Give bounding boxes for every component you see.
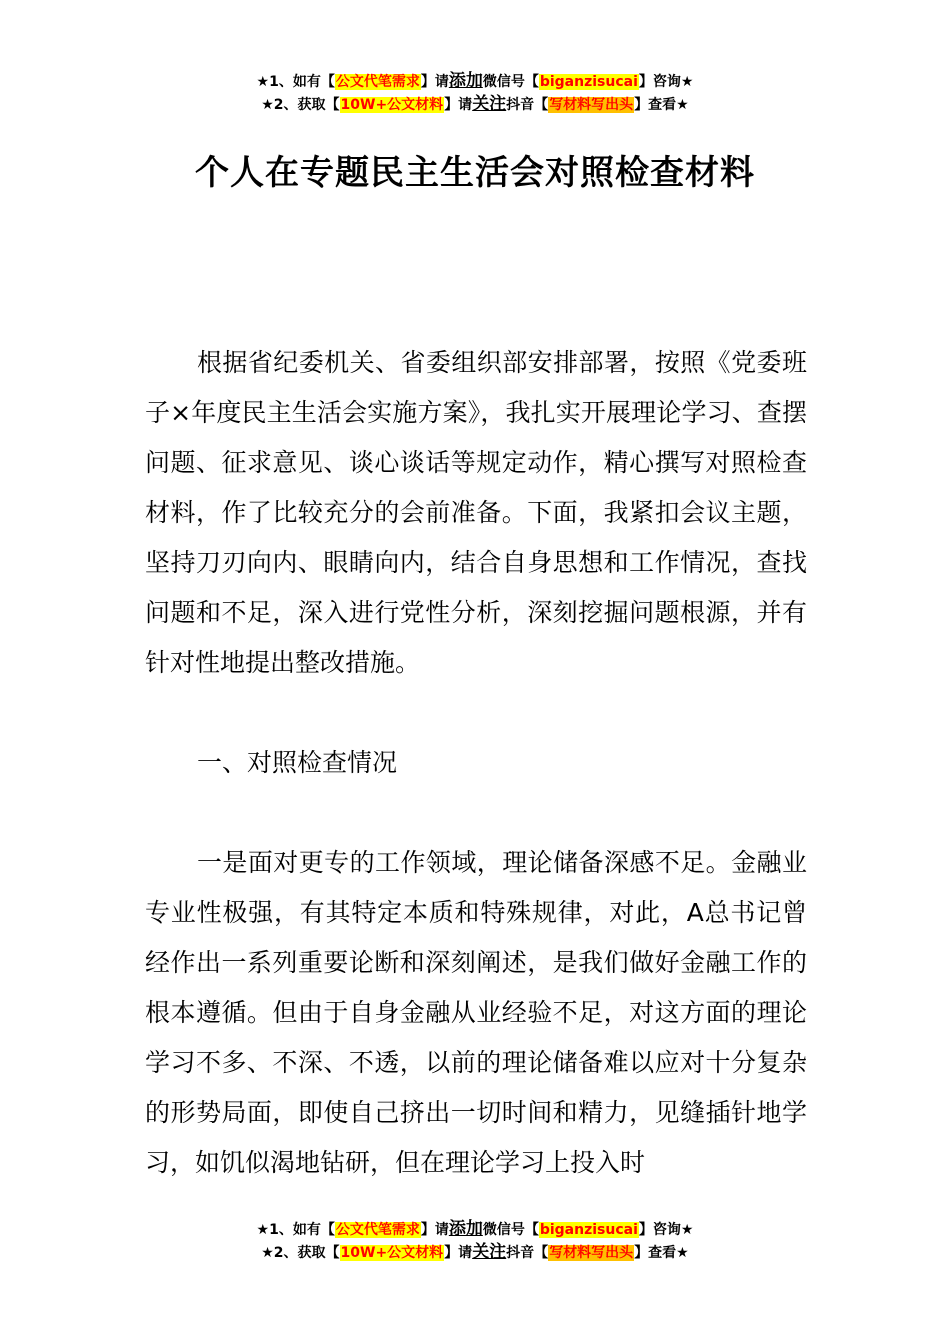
banner-line-1: ★1、如有【公文代笔需求】请添加微信号【biganzisucai】咨询★	[256, 71, 694, 91]
banner-line-1: ★1、如有【公文代笔需求】请添加微信号【biganzisucai】咨询★	[256, 1219, 694, 1239]
document-title: 个人在专题民主生活会对照检查材料	[195, 153, 755, 193]
wechat-id-highlight: biganzisucai	[539, 1222, 638, 1238]
add-emphasis: 添加	[448, 71, 483, 91]
wechat-id-highlight: biganzisucai	[539, 74, 638, 90]
ghostwriting-highlight: 公文代笔需求	[335, 1222, 420, 1238]
materials-highlight: 10W+公文材料	[340, 97, 444, 113]
body-paragraph: 一是面对更专的工作领域，理论储备深感不足。金融业专业性极强，有其特定本质和特殊规律，对此，A总书记曾经作出一系列重要论断和深刻阐述，是我们做好金融工作的根本遵循。但由于自身金融从业经验不足，对这方面的理论学习不多、不深、不透，以前的理论储备难以应对十分复杂的形势局面，即使自己挤出一切时间和精力，见缝插针地学习，如饥似渴地钻研，但在理论学习上投入时	[145, 848, 807, 1177]
follow-emphasis: 关注	[472, 94, 507, 114]
follow-emphasis: 关注	[472, 1242, 507, 1262]
footer-banner	[0, 1218, 950, 1264]
materials-highlight: 10W+公文材料	[340, 1245, 444, 1261]
section-heading: 一、对照检查情况	[197, 748, 398, 777]
document-body	[145, 338, 807, 1188]
add-emphasis: 添加	[448, 1219, 483, 1239]
header-banner	[0, 70, 950, 116]
banner-line-2: ★2、获取【10W+公文材料】请关注抖音【写材料写出头】查看★	[261, 94, 689, 114]
intro-paragraph: 根据省纪委机关、省委组织部安排部署，按照《党委班子×年度民主生活会实施方案》，我扎实开展理论学习、查摆问题、征求意见、谈心谈话等规定动作，精心撰写对照检查材料，作了比较充分的会前准备。下面，我紧扣会议主题，坚持刀刃向内、眼睛向内，结合自身思想和工作情况，查找问题和不足，深入进行党性分析，深刻挖掘问题根源，并有针对性地提出整改措施。	[145, 348, 807, 677]
douyin-account-highlight: 写材料写出头	[549, 97, 634, 113]
banner-line-2: ★2、获取【10W+公文材料】请关注抖音【写材料写出头】查看★	[261, 1242, 689, 1262]
douyin-account-highlight: 写材料写出头	[549, 1245, 634, 1261]
ghostwriting-highlight: 公文代笔需求	[335, 74, 420, 90]
